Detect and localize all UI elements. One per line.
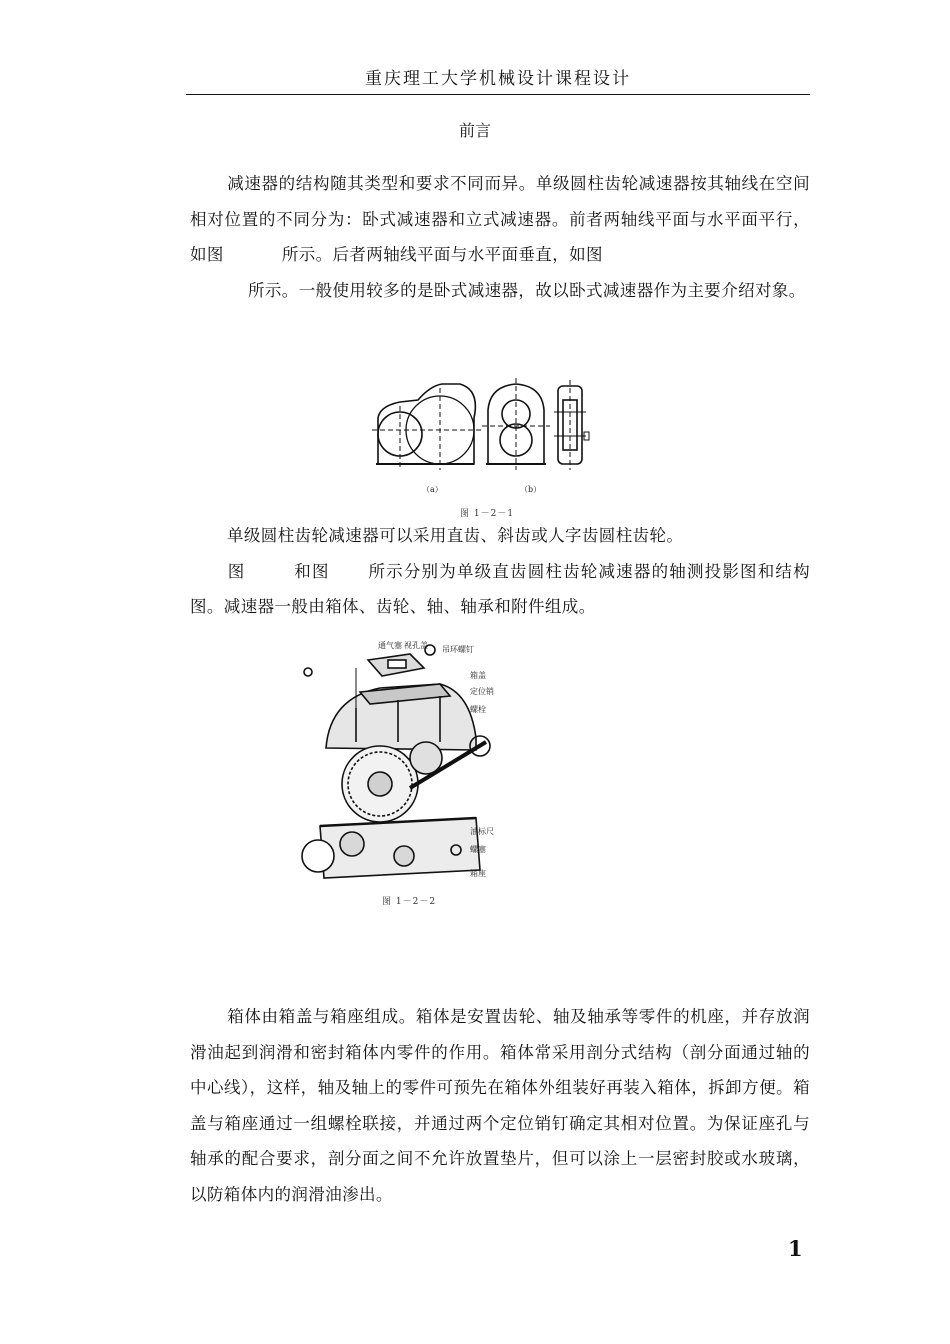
paragraph-gear-types: [190, 518, 810, 625]
figure1-label-a: （a）: [422, 485, 443, 494]
page-number: 1: [788, 1236, 803, 1261]
label-cover: 箱盖: [470, 671, 486, 680]
label-drain-plug: 螺塞: [470, 845, 486, 854]
label-vent-plug: 通气塞: [378, 641, 402, 650]
gear-types-text: 单级圆柱齿轮减速器可以采用直齿、斜齿或人字齿圆柱齿轮。: [227, 526, 684, 545]
and-fig-word: 和图: [293, 561, 330, 581]
housing-text: 箱体由箱盖与箱座组成。箱体是安置齿轮、轴及轴承等零件的机座，并存放润滑油起到润滑和密封箱体内零件的作用。箱体常采用剖分式结构（剖分面通过轴的中心线），这样，轴及轴上的零件可预先在箱体外组装好再装入箱体，拆卸方便。箱盖与箱座通过一组螺栓联接，并通过两个定位销钉确定其相对位置。为保证座孔与轴承的配合要求，剖分面之间不允许放置垫片，但可以涂上一层密封胶或水玻璃，以防箱体内的润滑油渗出。: [190, 1007, 810, 1204]
figure-reducer-layouts: [370, 378, 610, 500]
fig-word: 图: [227, 561, 246, 581]
label-bolt: 螺栓: [470, 705, 486, 714]
figure2-caption: 图 1－2－2: [382, 897, 437, 907]
label-eye-bolt: 吊环螺钉: [442, 645, 474, 654]
figure-reducer-exploded: [300, 638, 500, 888]
components-text: 所示分别为单级直齿圆柱齿轮减速器的轴测投影图和结构图。减速器一般由箱体、齿轮、轴、轴承和附件组成。: [190, 561, 811, 616]
paragraph-intro: [190, 166, 810, 308]
label-sight-cover: 视孔盖: [404, 641, 428, 650]
figure1-caption: 图 1－2－1: [460, 509, 515, 519]
intro-text-1: 减速器的结构随其类型和要求不同而异。单级圆柱齿轮减速器按其轴线在空间相对位置的不同分为：卧式减速器和立式减速器。前者两轴线平面与水平面平行，如图: [190, 174, 810, 264]
header-rule: [186, 94, 810, 95]
page-header: 重庆理工大学机械设计课程设计: [365, 69, 631, 89]
label-dowel-pin: 定位销: [470, 687, 494, 696]
label-dipstick: 油标尺: [470, 827, 494, 836]
paragraph-housing: [190, 999, 810, 1212]
intro-text-3: 所示。一般使用较多的是卧式减速器，故以卧式减速器作为主要介绍对象。: [248, 280, 806, 300]
figure1-label-b: （b）: [520, 485, 542, 494]
section-title: 前言: [458, 121, 491, 140]
label-base: 箱座: [470, 869, 486, 878]
intro-text-2: 所示。后者两轴线平面与水平面垂直，如图: [281, 245, 603, 264]
